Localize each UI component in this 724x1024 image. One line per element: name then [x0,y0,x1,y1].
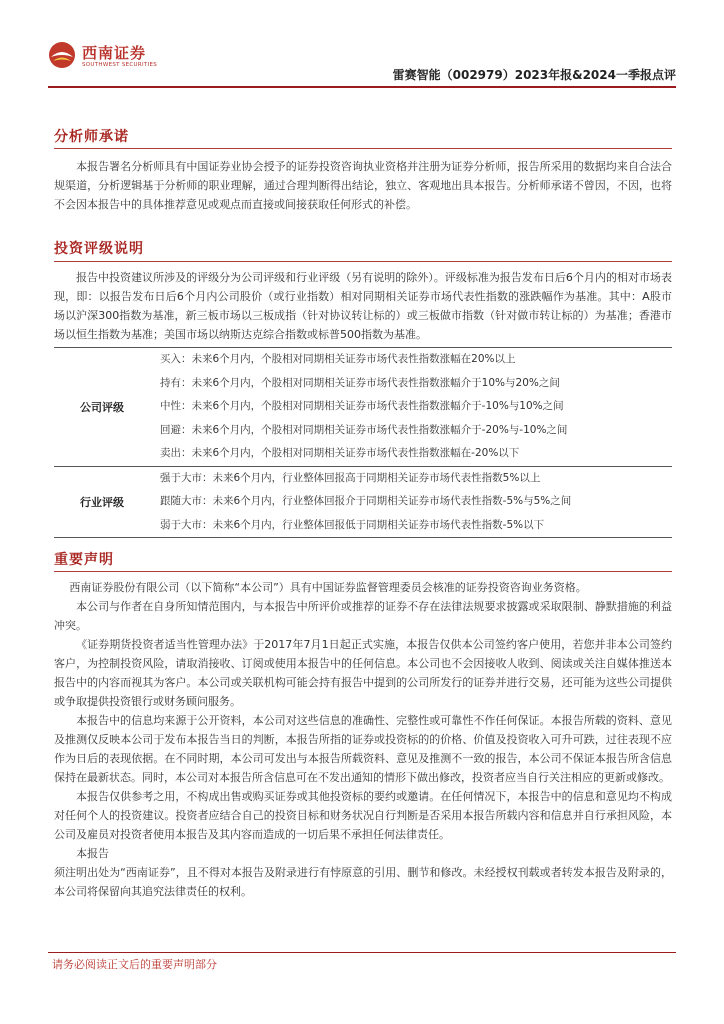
rating-intro-text [54,268,672,344]
analyst-paragraph: 本报告署名分析师具有中国证券业协会授予的证券投资咨询执业资格并注册为证券分析师，报告所采用的数据均来自合法合规渠道，分析逻辑基于分析师的职业理解，通过合理判断得出结论，独立、客观地出具本报告。分析师承诺不曾因，不因，也将不会因本报告中的具体推荐意见或观点而直接或间接获取任何形式的补偿。 [54,160,672,211]
logo-emblem-icon [48,41,76,69]
disclaimer-paragraph: 西南证券股份有限公司（以下简称“本公司”）具有中国证券监督管理委员会核准的证券投资咨询业务资格。 [69,581,587,594]
footer-note: 请务必阅读正文后的重要声明部分 [52,958,217,971]
rating-section-divider [54,261,672,262]
page-header [48,38,676,86]
rating-table [54,347,672,538]
disclaimer-section-title: 重要声明 [54,552,114,568]
industry-rating-row: 跟随大市：未来6个月内，行业整体回报介于同期相关证券市场代表性指数-5%与5%之间 [160,495,572,507]
analyst-commitment-text [54,157,672,214]
disclaimer-paragraph: 本报告中的信息均来源于公开资料，本公司对这些信息的准确性、完整性或可靠性不作任何保证。本报告所载的资料、意见及推测仅反映本公司于发布本报告当日的判断，本报告所指的证券或投资标的的价格、价值及投资收入可升可跌，过往表现不应作为日后的表现依据。在不同时期，本公司可发出与本报告所载资料、意见及推测不一致的报告，本公司不保证本报告所含信息保持在最新状态。同时，本公司对本报告所含信息可在不发出通知的情形下做出修改，投资者应当自行关注相应的更新或修改。 [54,714,672,784]
disclaimer-body [54,578,672,901]
company-rating-row: 卖出：未来6个月内，个股相对同期相关证券市场代表性指数涨幅在-20%以下 [160,447,520,459]
company-rating-group [54,348,672,467]
industry-rating-row: 强于大市：未来6个月内，行业整体回报高于同期相关证券市场代表性指数5%以上 [160,471,541,484]
analyst-section-title: 分析师承诺 [54,129,129,145]
logo-text-cn: 西南证券 [82,44,147,62]
company-rating-row: 持有：未来6个月内，个股相对同期相关证券市场代表性指数涨幅介于10%与20%之间 [160,376,560,389]
rating-section-title: 投资评级说明 [54,241,144,257]
logo-text-en: SOUTHWEST SECURITIES [82,62,158,68]
disclaimer-closing-1: 本报告 [76,847,109,860]
company-rating-row: 买入：未来6个月内，个股相对同期相关证券市场代表性指数涨幅在20%以上 [160,353,516,365]
header-divider [48,86,676,88]
disclaimer-paragraph: 《证券期货投资者适当性管理办法》于2017年7月1日起正式实施，本报告仅供本公司签约客户使用，若您并非本公司签约客户，为控制投资风险，请取消接收、订阅或使用本报告中的任何信息。本公司也不会因接收人收到、阅读或关注自媒体推送本报告中的内容而视其为客户。本公司或关联机构可能会持有报告中提到的公司所发行的证券并进行交易，还可能为这些公司提供或争取提供投资银行或财务顾问服务。 [54,638,672,708]
industry-rating-label: 行业评级 [80,495,124,509]
company-rating-row: 回避：未来6个月内，个股相对同期相关证券市场代表性指数涨幅介于-20%与-10%之间 [160,423,568,436]
industry-rating-group [54,467,672,539]
disclaimer-closing-2: 须注明出处为“西南证券”，且不得对本报告及附录进行有悖原意的引用、删节和修改。未经授权刊载或者转发本报告及附录的，本公司将保留向其追究法律责任的权利。 [54,866,672,898]
report-title: 雷赛智能（002979）2023年报&2024一季报点评 [392,68,676,82]
disclaimer-paragraph: 本公司与作者在自身所知情范围内，与本报告中所评价或推荐的证券不存在法律法规要求披露或采取限制、静默措施的利益冲突。 [54,600,672,632]
analyst-section-divider [54,148,672,149]
disclaimer-paragraph: 本报告仅供参考之用，不构成出售或购买证券或其他投资标的要约或邀请。在任何情况下，本报告中的信息和意见均不构成对任何个人的投资建议。投资者应结合自己的投资目标和财务状况自行判断是否采用本报告所载内容和信息并自行承担风险，本公司及雇员对投资者使用本报告及其内容而造成的一切后果不承担任何法律责任。 [54,790,672,841]
industry-rating-row: 弱于大市：未来6个月内，行业整体回报低于同期相关证券市场代表性指数-5%以下 [160,518,545,531]
disclaimer-section-divider [54,571,672,572]
company-rating-label: 公司评级 [80,400,124,414]
company-rating-row: 中性：未来6个月内，个股相对同期相关证券市场代表性指数涨幅介于-10%与10%之间 [160,400,564,412]
company-logo [48,38,158,74]
rating-intro-paragraph: 报告中投资建议所涉及的评级分为公司评级和行业评级（另有说明的除外）。评级标准为报告发布日后6个月内的相对市场表现，即：以报告发布日后6个月内公司股价（或行业指数）相对同期相关证券市场代表性指数的涨跌幅作为基准。其中：A股市场以沪深300指数为基准，新三板市场以三板成指（针对协议转让标的）或三板做市指数（针对做市转让标的）为基准；香港市场以恒生指数为基准；美国市场以纳斯达克综合指数或标普500指数为基准。 [54,271,672,341]
footer-divider [48,952,676,953]
